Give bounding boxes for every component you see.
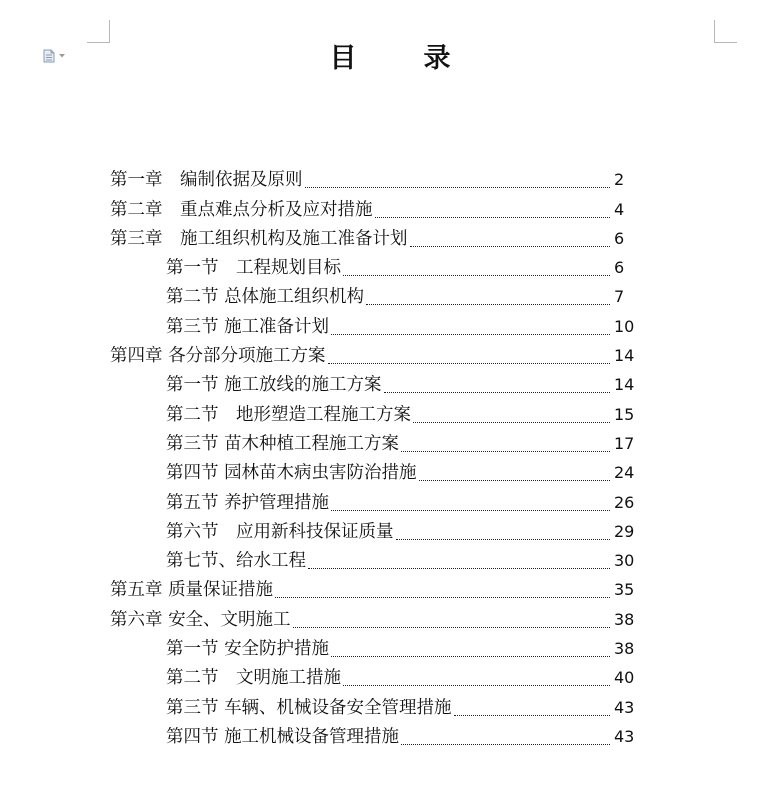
table-of-contents <box>0 162 780 748</box>
toc-entry-label: 第七节、给水工程 <box>166 551 306 572</box>
toc-entry-label: 第五章 质量保证措施 <box>110 580 274 601</box>
toc-entry-label: 第四节 施工机械设备管理措施 <box>166 726 400 747</box>
toc-entry-label: 第二节 总体施工组织机构 <box>166 287 365 308</box>
toc-entry-label: 第三节 施工准备计划 <box>166 316 330 337</box>
toc-entry[interactable] <box>0 455 780 484</box>
toc-entry-label: 第一节 施工放线的施工方案 <box>166 375 382 396</box>
toc-entry[interactable] <box>0 250 780 279</box>
toc-dot-leader <box>401 743 610 745</box>
toc-dot-leader <box>293 626 610 628</box>
toc-dot-leader <box>375 216 611 218</box>
toc-entry-page-number: 2 <box>614 170 625 190</box>
toc-dot-leader <box>331 509 610 511</box>
toc-dot-leader <box>343 684 610 686</box>
toc-entry-page-number: 14 <box>614 375 635 395</box>
toc-entry[interactable] <box>0 689 780 718</box>
toc-entry-page-number: 4 <box>614 199 625 219</box>
toc-dot-leader <box>419 479 610 481</box>
toc-entry[interactable] <box>0 660 780 689</box>
toc-entry-page-number: 6 <box>614 258 625 278</box>
toc-entry-label: 第三章 施工组织机构及施工准备计划 <box>110 228 408 249</box>
toc-entry-label: 第一节 安全防护措施 <box>166 639 330 660</box>
toc-entry[interactable] <box>0 338 780 367</box>
toc-dot-leader <box>331 655 610 657</box>
toc-entry-page-number: 14 <box>614 346 635 366</box>
toc-entry-label: 第二节 地形塑造工程施工方案 <box>166 404 411 425</box>
toc-entry[interactable] <box>0 719 780 748</box>
toc-dot-leader <box>413 421 610 423</box>
toc-entry[interactable] <box>0 601 780 630</box>
toc-entry[interactable] <box>0 308 780 337</box>
toc-entry[interactable] <box>0 367 780 396</box>
toc-entry-page-number: 38 <box>614 639 635 659</box>
toc-entry[interactable] <box>0 426 780 455</box>
toc-entry-label: 第六章 安全、文明施工 <box>110 609 291 630</box>
toc-entry-page-number: 17 <box>614 433 635 453</box>
toc-entry[interactable] <box>0 191 780 220</box>
toc-entry-page-number: 7 <box>614 287 625 307</box>
toc-entry-page-number: 29 <box>614 521 635 541</box>
toc-entry[interactable] <box>0 162 780 191</box>
toc-entry-page-number: 38 <box>614 609 635 629</box>
toc-entry-page-number: 6 <box>614 228 625 248</box>
toc-dot-leader <box>308 567 610 569</box>
toc-entry-label: 第二节 文明施工措施 <box>166 668 341 689</box>
toc-entry-page-number: 24 <box>614 463 635 483</box>
toc-entry-page-number: 15 <box>614 404 635 424</box>
toc-dot-leader <box>305 186 611 188</box>
toc-dot-leader <box>454 714 610 716</box>
toc-entry-label: 第四章 各分部分项施工方案 <box>110 346 326 367</box>
toc-entry[interactable] <box>0 631 780 660</box>
toc-entry[interactable] <box>0 484 780 513</box>
toc-dot-leader <box>410 245 611 247</box>
toc-entry-label: 第二章 重点难点分析及应对措施 <box>110 199 373 220</box>
toc-dot-leader <box>401 450 610 452</box>
toc-entry-label: 第一章 编制依据及原则 <box>110 170 303 191</box>
toc-entry-label: 第四节 园林苗木病虫害防治措施 <box>166 463 417 484</box>
page-title: 目 录 <box>329 43 471 74</box>
toc-entry-label: 第三节 车辆、机械设备安全管理措施 <box>166 697 452 718</box>
toc-entry-page-number: 43 <box>614 697 635 717</box>
toc-dot-leader <box>331 333 610 335</box>
toc-entry[interactable] <box>0 396 780 425</box>
toc-entry[interactable] <box>0 543 780 572</box>
toc-entry-page-number: 35 <box>614 580 635 600</box>
toc-entry[interactable] <box>0 572 780 601</box>
toc-dot-leader <box>328 362 610 364</box>
toc-entry-page-number: 10 <box>614 316 635 336</box>
toc-entry-page-number: 40 <box>614 668 635 688</box>
toc-dot-leader <box>384 391 610 393</box>
toc-dot-leader <box>396 538 611 540</box>
toc-dot-leader <box>366 303 610 305</box>
toc-entry-label: 第三节 苗木种植工程施工方案 <box>166 433 400 454</box>
toc-entry-label: 第六节 应用新科技保证质量 <box>166 521 394 542</box>
toc-entry-label: 第五节 养护管理措施 <box>166 492 330 513</box>
toc-dot-leader <box>343 274 610 276</box>
toc-entry[interactable] <box>0 221 780 250</box>
toc-dot-leader <box>275 596 610 598</box>
toc-entry-page-number: 43 <box>614 726 635 746</box>
toc-entry-label: 第一节 工程规划目标 <box>166 258 341 279</box>
toc-entry-page-number: 26 <box>614 492 635 512</box>
toc-entry[interactable] <box>0 514 780 543</box>
toc-entry[interactable] <box>0 279 780 308</box>
toc-entry-page-number: 30 <box>614 551 635 571</box>
